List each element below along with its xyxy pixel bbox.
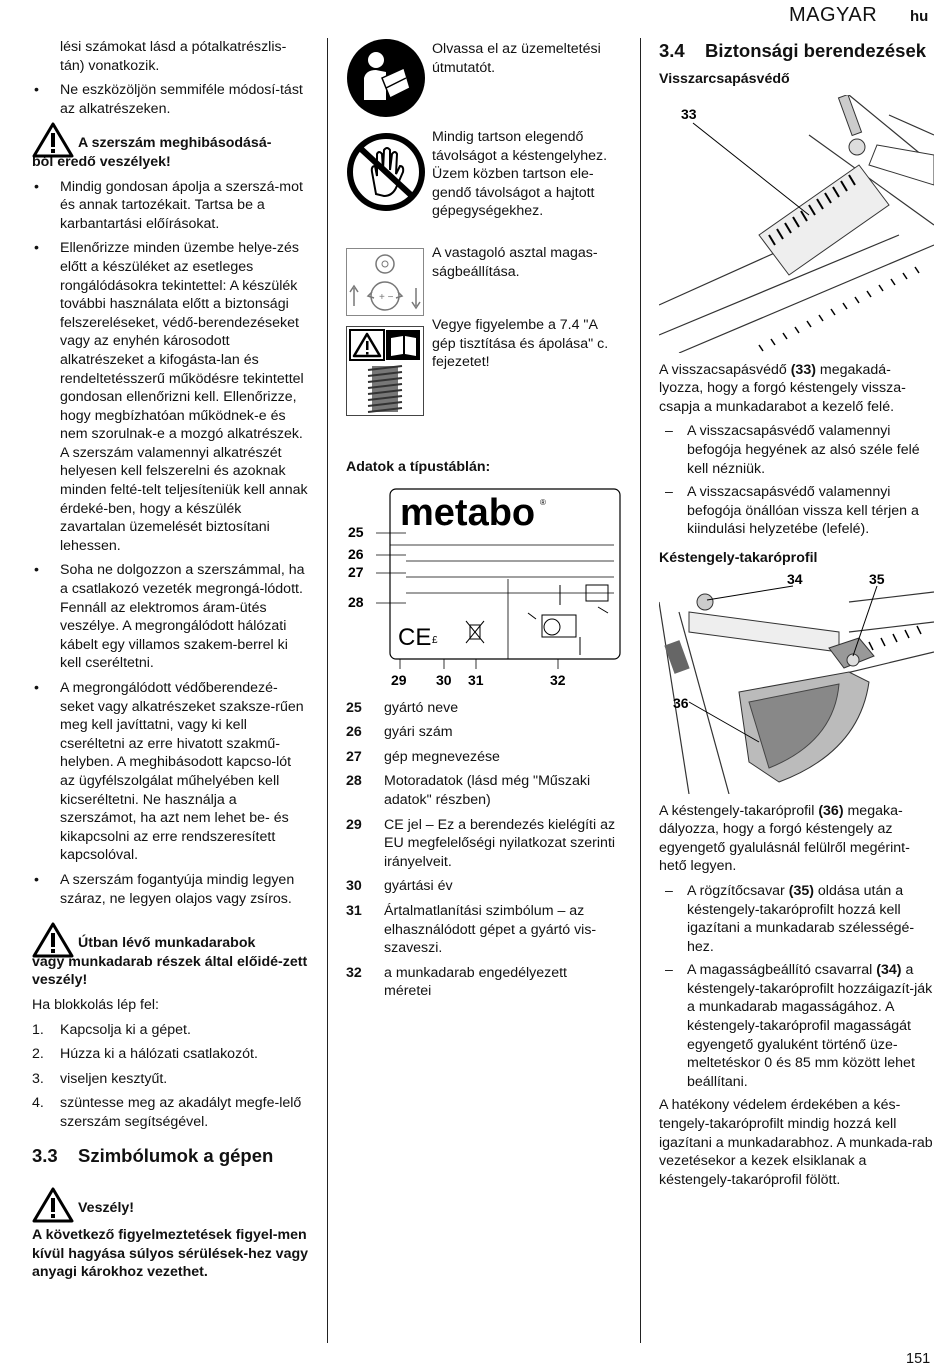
page-number: 151 <box>906 1351 931 1367</box>
list-item: • A szerszám fogantyúja mindig legyen száraz, ne legyen olajos vagy zsíros. <box>32 871 310 908</box>
cutter-guard-figure <box>659 572 934 794</box>
callout-label: 33 <box>681 105 697 122</box>
list-item: • Soha ne dolgozzon a szerszámmal, ha a csatlakozó vezeték megrongá-lódott. Fennáll az elektromos áram-ütés veszélye. A megrongálódott hálózati kábelt egy villamos szakem-berrel ki kell cseréltetni. <box>32 561 310 673</box>
symbol-row <box>346 124 618 248</box>
legend-item: 27 gép megnevezése <box>346 748 500 765</box>
section-heading: 3.4 Biztonsági berendezések <box>659 40 927 61</box>
warning-text: A következő figyelmeztetések figyel-men kívül hagyása súlyos sérülések-hez vagy anyagi károkhoz vezethet. <box>32 1227 309 1281</box>
callout-label: 29 <box>391 671 407 688</box>
column-divider <box>640 38 641 1343</box>
callout-label: 27 <box>348 563 364 580</box>
warning-heading: Veszély! <box>32 1193 310 1218</box>
header-language-code: hu <box>910 8 929 25</box>
no-hand-icon <box>346 132 426 212</box>
svg-text:+ −: + − <box>379 292 394 303</box>
maintenance-icon <box>346 326 424 416</box>
anti-kickback-figure <box>659 95 934 353</box>
list-item: • A megrongálódott védőberendezé-seket vagy alkatrészeket szaksze-rűen meg kell javíttatni, vagy ki kell cseréltetni az erre hivatott szakmű-helyben. A meghibásodott kapcso-lót az ügyfélszolgálat műhelyében kell kicseréltetni. Ne használja a szerszámot, ha azt nem lehet be- és kikapcsolni az erre rendszeresített kapcsolóval. <box>32 679 310 865</box>
list-item: 4. szüntesse meg az akadályt megfe-lelő szerszám segítségével. <box>32 1095 302 1130</box>
legend-item: 30 gyártási év <box>346 878 453 895</box>
numbered-list <box>32 1021 310 1132</box>
symbol-row <box>346 317 618 458</box>
callout-label: 35 <box>869 571 885 587</box>
callout-label: 30 <box>436 671 452 688</box>
column-left <box>32 38 310 1282</box>
paragraph: A hatékony védelem érdekében a kés-tengely-takaróprofilt mindig hozzá kell igazítani a munkadarabhoz. A munkada-rab vezetésekor a kezek elsiklanak a késtengely-takaróprofil fölött. <box>659 1097 933 1188</box>
callout-label: 26 <box>348 545 364 562</box>
list-item: 1. Kapcsolja ki a gépet. <box>32 1021 191 1038</box>
column-middle <box>346 38 618 1007</box>
column-divider <box>327 38 328 1343</box>
callout-label: 32 <box>550 671 566 688</box>
warning-heading: Útban lévő munkadarabok vagy munkadarab részek által előidé-zett veszély! <box>32 928 310 990</box>
callout-label: 28 <box>348 593 364 610</box>
symbol-description: Olvassa el az üzemeltetési útmutatót. <box>432 41 601 76</box>
subheading: Késtengely-takaróprofil <box>659 549 818 566</box>
svg-text:£: £ <box>432 634 438 646</box>
symbol-description: Mindig tartson elegendő távolságot a késtengelyhez. Üzem közben tartson ele-gendő távolságot a hajtott gépegységekhez. <box>432 129 608 220</box>
list-item: – A magasságbeállító csavarral (34) a késtengely-takaróprofilt hozzáigazít-ják a munkadarab magasságához. A késtengely-takaróprofil magasságát egyengető gyaluként történő üze-meltetéskor 0 és 85 mm között lehet beállítani. <box>659 961 934 1091</box>
dash-list <box>659 422 934 539</box>
height-adjust-icon <box>346 248 424 316</box>
warning-triangle-icon <box>32 922 74 958</box>
svg-text:CE: CE <box>398 623 432 651</box>
list-item: 2. Húzza ki a hálózati csatlakozót. <box>32 1046 258 1063</box>
callout-label: 25 <box>348 523 364 540</box>
svg-text:®: ® <box>540 497 546 507</box>
read-manual-icon <box>346 38 426 118</box>
warning-heading: A szerszám meghibásodásá- ból eredő veszélyek! <box>32 128 310 171</box>
subheading: Visszarcsapásvédő <box>659 71 790 87</box>
legend-item: 32 a munkadarab engedélyezett méretei <box>346 964 567 1000</box>
legend-list <box>346 699 618 1001</box>
legend-item: 29 CE jel – Ez a berendezés kielégíti az EU megfelelőségi nyilatkozat szerinti irányelveit. <box>346 816 616 870</box>
section-heading: 3.3 Szimbólumok a gépen <box>32 1145 274 1167</box>
warning-triangle-icon <box>32 122 74 158</box>
symbol-description: A vastagoló asztal magas-ságbeállítása. <box>432 245 598 280</box>
brand-logo: metabo <box>400 491 536 534</box>
symbol-row <box>346 245 618 322</box>
legend-item: 25 gyártó neve <box>346 699 459 716</box>
list-item: • Ne eszközöljön semmiféle módosí-tást az alkatrészeken. <box>32 81 310 118</box>
legend-item: 28 Motoradatok (lásd még "Műszaki adatok" részben) <box>346 773 591 808</box>
legend-item: 31 Ártalmatlanítási szimbólum – az elhasználódott gépet a gyártó vis-szaveszi. <box>346 902 597 957</box>
list-item: – A visszacsapásvédő valamennyi befogója önállóan vissza kell térjen a kiindulási helyzetébe (lefelé). <box>659 483 934 539</box>
callout-label: 31 <box>468 671 484 688</box>
paragraph: lési számokat lásd a pótalkatrészlis-tán) vonatkozik. <box>60 39 287 74</box>
callout-label: 36 <box>673 694 689 711</box>
callout-label: 34 <box>787 571 803 587</box>
type-plate-figure <box>346 485 626 695</box>
bullet-list <box>32 178 310 909</box>
paragraph: A késtengely-takaróprofil (36) megaka-dályozza, hogy a forgó késtengely az egyengető gyalulásnál felülről megérint-hető legyen. <box>659 802 910 875</box>
paragraph: Ha blokkolás lép fel: <box>32 996 159 1013</box>
dash-list <box>659 882 934 1092</box>
list-item: 3. viseljen kesztyűt. <box>32 1070 168 1087</box>
list-item: – A visszacsapásvédő valamennyi befogója hegyének az alsó széle felé kell nézniük. <box>659 422 934 478</box>
list-item: • Ellenőrizze minden üzembe helye-zés előtt a készüléket az esetleges rongálódásokra tekintettel: A készülék további használata előtt a biztonsági felszereléseket, védő-berendezéseket vagy az enyhén károsodott alkatrészeket a kifogásta-lan és rendeltetésszerű működésre tekintettel gondosan ellenőrizni kell. Ellenőrizze, hogy megbízhatóan működnek-e és nem szorulnak-e a mozgó alkatrészek. A szerszám valamennyi alkatrészét helyesen kell felszerelni és azoknak minden felté-telt teljesíteniük kell annak érdeké-ben, hogy a készülék zavartalan üzemelését biztosítani lehessen. <box>32 239 310 555</box>
symbol-description: Vegye figyelembe a 7.4 "A gép tisztítása és ápolása" c. fejezetet! <box>432 317 609 371</box>
list-item: – A rögzítőcsavar (35) oldása után a késtengely-takaróprofilt hozzá kell igazítani a munkadarab szélességé-hez. <box>659 882 934 956</box>
symbol-row <box>346 38 618 124</box>
warning-triangle-icon <box>32 1187 74 1223</box>
paragraph: A visszacsapásvédő (33) megakadá-lyozza, hogy a forgó késtengely vissza-csapja a munkadarabot a kezelő felé. <box>659 361 906 415</box>
subheading: Adatok a típustáblán: <box>346 459 491 475</box>
column-right <box>659 38 934 1189</box>
legend-item: 26 gyári szám <box>346 724 453 741</box>
header-language: MAGYAR <box>789 4 878 26</box>
list-item: • Mindig gondosan ápolja a szerszá-mot és annak tartozékait. Tartsa be a karbantartási előírásokat. <box>32 178 310 234</box>
